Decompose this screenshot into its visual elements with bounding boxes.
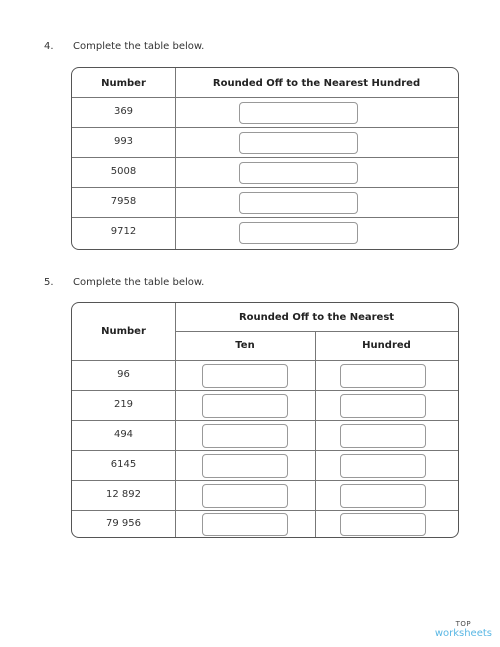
answer-box-hundred[interactable] <box>340 424 426 448</box>
table-row <box>72 217 458 248</box>
answer-box-ten[interactable] <box>202 454 288 478</box>
answer-box-hundred[interactable] <box>340 454 426 478</box>
number-value: 5008 <box>110 166 137 177</box>
answer-box-ten[interactable] <box>202 394 288 418</box>
number-value: 369 <box>113 106 134 117</box>
answer-box-hundred[interactable] <box>239 192 358 214</box>
header-number: Number <box>101 78 146 89</box>
header-hundred: Hundred <box>362 340 411 351</box>
table-row <box>72 97 458 127</box>
question-5-number: 5. <box>44 277 54 288</box>
header-ten: Ten <box>235 340 255 351</box>
table-row <box>72 157 458 187</box>
table-row <box>72 450 458 480</box>
answer-box-ten[interactable] <box>202 513 288 536</box>
answer-box-hundred[interactable] <box>340 394 426 418</box>
table-row <box>72 480 458 510</box>
table-round-hundred <box>71 67 459 250</box>
table-row <box>72 360 458 390</box>
number-value: 6145 <box>110 459 137 470</box>
answer-box-hundred[interactable] <box>340 513 426 536</box>
answer-box-ten[interactable] <box>202 364 288 388</box>
answer-box-hundred[interactable] <box>239 102 358 124</box>
answer-box-hundred[interactable] <box>340 484 426 508</box>
question-4-number: 4. <box>44 41 54 52</box>
logo-top-text: TOP <box>455 620 472 628</box>
question-4-instruction: Complete the table below. <box>73 41 205 52</box>
number-value: 9712 <box>110 226 137 237</box>
table-row <box>72 420 458 450</box>
header-subdivider <box>175 331 458 332</box>
number-value: 7958 <box>110 196 137 207</box>
answer-box-hundred[interactable] <box>239 132 358 154</box>
answer-box-ten[interactable] <box>202 424 288 448</box>
answer-box-hundred[interactable] <box>239 162 358 184</box>
logo-bottom-text: worksheets <box>434 628 492 639</box>
header-rounded-nearest: Rounded Off to the Nearest <box>238 312 395 323</box>
number-value: 993 <box>113 136 134 147</box>
number-value: 96 <box>117 369 130 380</box>
header-number: Number <box>101 326 146 337</box>
table-round-ten-hundred <box>71 302 459 538</box>
answer-box-hundred[interactable] <box>340 364 426 388</box>
table-row <box>72 127 458 157</box>
number-value: 219 <box>113 399 134 410</box>
answer-box-ten[interactable] <box>202 484 288 508</box>
table-row <box>72 187 458 217</box>
table-row <box>72 510 458 537</box>
question-5-instruction: Complete the table below. <box>73 277 205 288</box>
number-value: 12 892 <box>106 489 141 500</box>
answer-box-hundred[interactable] <box>239 222 358 244</box>
table-row <box>72 390 458 420</box>
number-value: 494 <box>113 429 134 440</box>
number-value: 79 956 <box>106 518 141 529</box>
topworksheets-logo <box>435 619 492 639</box>
header-rounded-hundred: Rounded Off to the Nearest Hundred <box>212 78 421 89</box>
